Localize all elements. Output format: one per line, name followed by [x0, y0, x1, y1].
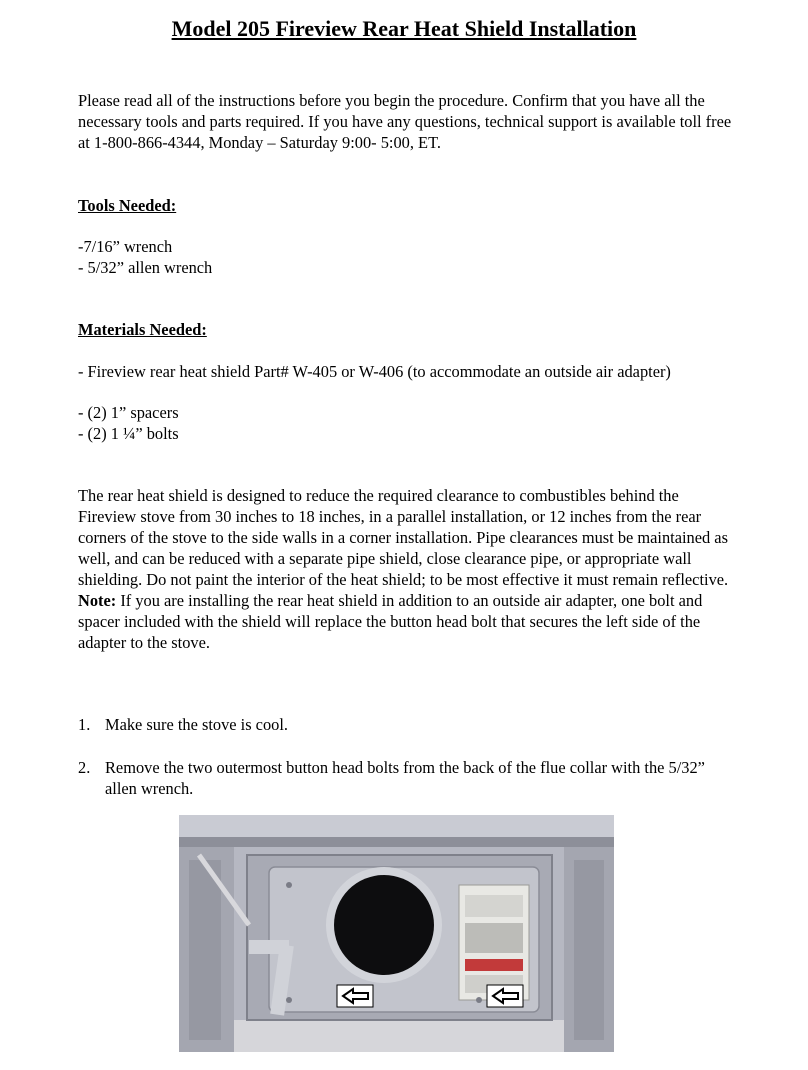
intro-paragraph: Please read all of the instructions before you begin the procedure. Confirm that you have all the necessary tools and parts required. If you have any questions, technical support is available toll free at 1-800-866-4344, Monday – Saturday 9:00- 5:00, ET. [78, 91, 732, 152]
note-label: Note: [78, 591, 117, 610]
tool-item: - 5/32” allen wrench [78, 258, 213, 277]
material-item: - Fireview rear heat shield Part# W-405 or W-406 (to accommodate an outside air adapter) [78, 362, 671, 381]
bolt [476, 997, 482, 1003]
tool-item: -7/16” wrench [78, 237, 173, 256]
note-text: If you are installing the rear heat shield in addition to an outside air adapter, one bolt and spacer included with the shield will replace the button head bolt that secures the left side of the adapter to the stove. [78, 591, 703, 652]
stove-top-shadow [179, 837, 614, 847]
material-item: - (2) 1 ¼” bolts [78, 424, 179, 443]
rating-label-warning [465, 959, 523, 971]
tools-heading: Tools Needed: [78, 196, 177, 215]
material-item: - (2) 1” spacers [78, 403, 179, 422]
rating-label-table [465, 923, 523, 953]
materials-heading: Materials Needed: [78, 320, 207, 339]
step-item [78, 714, 738, 735]
stove-rear-photo [179, 815, 614, 1052]
flue-opening [334, 875, 434, 975]
step-number: 1. [78, 715, 91, 734]
page-title: Model 205 Fireview Rear Heat Shield Installation [171, 16, 637, 41]
step-text: Remove the two outermost button head bolts from the back of the flue collar with the 5/32” allen wrench. [105, 758, 705, 798]
left-leg-ornament [189, 860, 221, 1040]
step-text: Make sure the stove is cool. [105, 715, 288, 734]
floor [234, 1020, 564, 1052]
step-number: 2. [78, 758, 91, 777]
step-item [78, 757, 738, 799]
description-paragraph [78, 485, 738, 653]
description-text: The rear heat shield is designed to reduce the required clearance to combustibles behind the Fireview stove from 30 inches to 18 inches, in a parallel installation, or 12 inches from the rear corners of the stove to the side walls in a corner installation. Pipe clearances must be maintained as well, and can be reduced with a separate pipe shield, close clearance pipe, or appropriate wall shielding. Do not paint the interior of the heat shield; to be most effective it must remain reflective. [78, 486, 729, 589]
rating-label-header [465, 895, 523, 917]
bolt [286, 997, 292, 1003]
stove-top-ledge [179, 815, 614, 837]
bolt [286, 882, 292, 888]
right-leg-ornament [574, 860, 604, 1040]
